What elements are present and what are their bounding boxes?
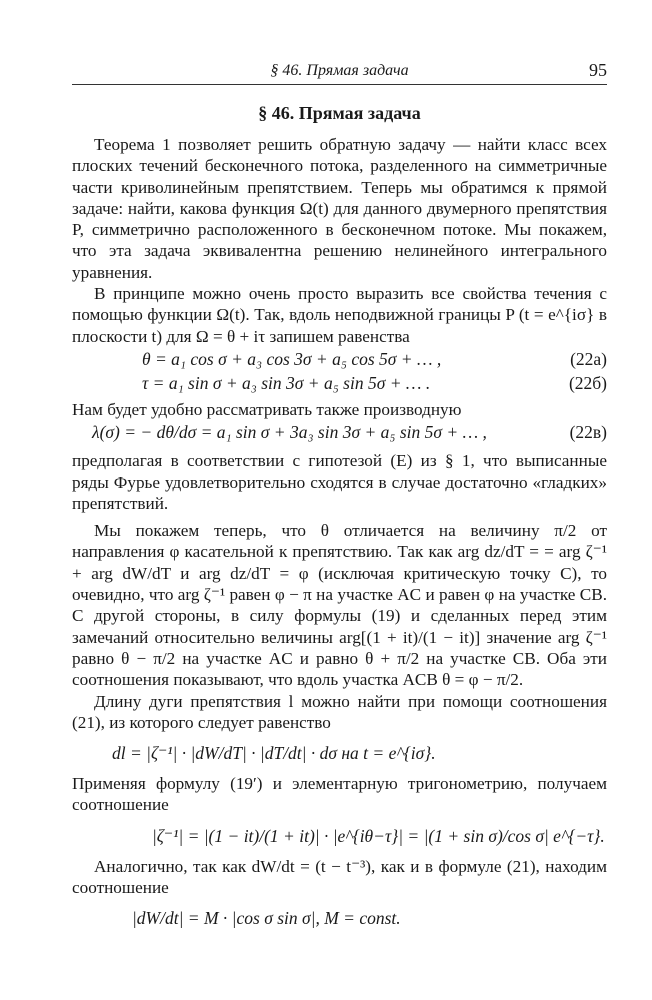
paragraph-3: Нам будет удобно рассматривать также производную [72, 399, 462, 419]
paragraph-5: Мы покажем теперь, что θ отличается на величину π/2 от направления φ касательной к препятствию. Так как arg dz/dT = = arg ζ⁻¹ + arg dW/dT и arg dz/dT = φ (исключая критическую точку C), то очевидно, что arg ζ⁻¹ равен φ − π на участке AC и равен φ на участке CB. С другой стороны, в силу формулы (19) и сделанных перед этим замечаний относительно величины arg[(1 + it)/(1 − it)] значение arg ζ⁻¹ равно θ − π/2 на участке AC и равно θ + π/2 на участке CB. Оба эти соотношения показывают, что вдоль участка ACB θ = φ − π/2. [72, 521, 607, 690]
equation-dl-body: dl = |ζ⁻¹| · |dW/dT| · |dT/dt| · dσ на t = e^{iσ}. [112, 743, 436, 764]
equation-22c-body: λ(σ) = − dθ/dσ = a₁ sin σ + 3a₃ sin 3σ + a₅ sin 5σ + … , [92, 422, 487, 443]
paragraph-1: Теорема 1 позволяет решить обратную задачу — найти класс всех плоских течений бесконечного потока, разделенного на симметричные части криволинейным препятствием. Теперь мы обратимся к прямой задаче: найти, какова функция Ω(t) для данного двумерного препятствия P, симметрично расположенного в бесконечном потоке. Мы покажем, что эта задача эквивалентна решению нелинейного интегрального уравнения. [72, 135, 607, 282]
paragraph-2: В принципе можно очень просто выразить все свойства течения с помощью функции Ω(t). Так, вдоль неподвижной границы P (t = e^{iσ} в плоскости t) для Ω = θ + iτ запишем равенства [72, 284, 607, 346]
section-title: § 46. Прямая задача [258, 103, 421, 123]
equation-dW [72, 898, 607, 938]
equation-22b-number: (22б) [568, 372, 607, 393]
equation-22a-number: (22а) [570, 348, 607, 369]
paragraph-8: Аналогично, так как dW/dt = (t − t⁻³), как и в формуле (21), находим соотношение [72, 856, 607, 898]
book-page [72, 58, 607, 938]
equation-dl [72, 733, 607, 773]
equation-22b-body: τ = a₁ sin σ + a₃ sin 3σ + a₅ sin 5σ + … . [142, 372, 431, 393]
running-title: § 46. Прямая задача [270, 62, 409, 79]
equation-zeta-body: |ζ⁻¹| = |(1 − it)/(1 + it)| · |e^{iθ−τ}| = |(1 + sin σ)/cos σ| e^{−τ}. [152, 825, 605, 846]
equation-22b [72, 371, 607, 395]
equation-zeta [72, 816, 607, 856]
equation-22a [72, 347, 607, 371]
running-head [72, 58, 607, 85]
paragraph-4: предполагая в соответствии с гипотезой (E) из § 1, что выписанные ряды Фурье удовлетворительно сходятся в случае достаточно «гладких» препятствий. [72, 451, 607, 513]
equation-dW-body: |dW/dt| = M · |cos σ sin σ|, M = const. [132, 908, 401, 929]
paragraph-7: Применяя формулу (19′) и элементарную тригонометрию, получаем соотношение [72, 774, 607, 815]
page-number: 95 [589, 60, 607, 80]
equation-22a-body: θ = a₁ cos σ + a₃ cos 3σ + a₅ cos 5σ + … , [142, 348, 442, 369]
paragraph-6: Длину дуги препятствия l можно найти при помощи соотношения (21), из которого следует равенство [72, 691, 607, 732]
equation-22c [72, 420, 607, 444]
equation-22c-number: (22в) [569, 422, 607, 443]
